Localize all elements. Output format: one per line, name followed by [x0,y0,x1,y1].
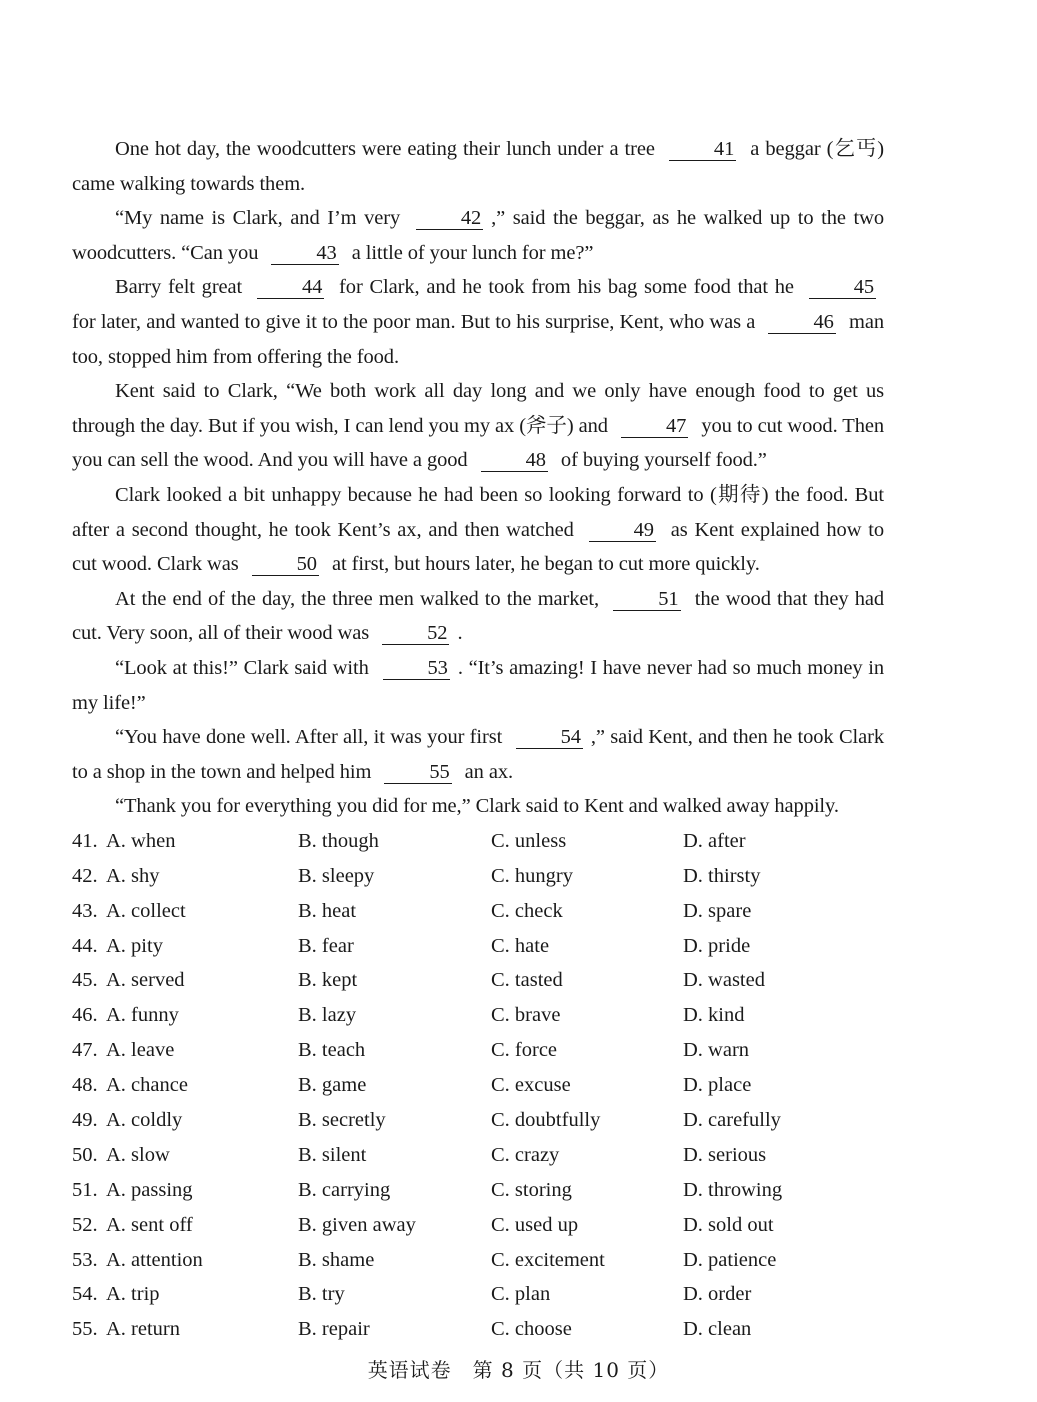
option-b: B. lazy [298,1004,357,1027]
question-options-row [72,929,884,964]
question-options-row [72,1277,884,1312]
answer-blank: 53 [383,657,450,680]
passage-text: . “It’s amazing! I have never had so much money in my life!” [72,656,884,714]
passage-text: One hot day, the woodcutters were eating their lunch under a tree [115,138,661,160]
passage-text: “You have done well. After all, it was your first [115,726,508,749]
answer-blank: 42 [416,207,483,230]
question-number: 54. [72,1283,98,1306]
question-number: 47. [72,1039,98,1062]
question-number: 41. [72,829,98,852]
question-options-row [72,1103,884,1138]
question-number: 45. [72,969,98,992]
passage-text: ,” said Kent, and then he took Clark to a shop in the town and helped him [72,726,884,783]
question-options-row [72,1243,884,1278]
option-a: A. coldly [106,1109,183,1131]
passage-text: “Thank you for everything you did for me,” Clark said to Kent and walked away happily. [115,795,839,818]
option-d: D. warn [683,1039,750,1062]
passage-text: an ax. [459,760,514,783]
option-a: A. sent off [106,1213,193,1236]
question-number: 46. [72,1004,98,1027]
answer-blank: 48 [481,449,548,472]
passage-text: ,” said the beggar, as he walked up to the two woodcutters. “Can you [72,207,884,264]
option-a: A. slow [106,1143,170,1166]
passage-paragraph [72,789,884,824]
answer-blank: 52 [382,622,449,645]
question-number: 51. [72,1178,98,1201]
option-d: D. pride [683,934,751,957]
option-b: B. kept [298,969,358,992]
question-options-row [72,1068,884,1103]
question-number: 42. [72,864,98,887]
passage-text: At the end of the day, the three men walked to the market, [115,587,606,610]
answer-blank: 49 [589,519,656,542]
option-c: C. storing [491,1178,572,1201]
passage-paragraph [72,651,884,720]
option-a: A. collect [106,899,186,922]
option-d: D. spare [683,899,752,922]
passage-text: of buying yourself food.” [555,449,767,472]
option-c: C. unless [491,829,567,852]
option-c: C. hungry [491,864,573,887]
answer-blank: 41 [669,138,736,161]
question-number: 43. [72,899,98,922]
option-b: B. silent [298,1143,367,1166]
option-b: B. carrying [298,1178,391,1201]
option-b: B. teach [298,1039,366,1062]
question-number: 44. [72,934,98,957]
option-c: C. used up [491,1213,579,1236]
passage-text: for Clark, and he took from his bag some food that he [332,276,801,299]
option-a: A. chance [106,1074,188,1097]
passage-text: as Kent explained how to cut wood. Clark was [72,518,884,576]
question-number: 49. [72,1109,98,1131]
answer-options [72,824,884,1347]
question-number: 48. [72,1074,98,1097]
question-number: 52. [72,1213,98,1236]
answer-blank: 54 [516,726,583,749]
option-a: A. return [106,1318,181,1341]
option-d: D. carefully [683,1109,781,1131]
option-d: D. patience [683,1248,777,1271]
option-a: A. attention [106,1248,203,1271]
question-number: 50. [72,1143,98,1166]
option-c: C. excitement [491,1248,605,1271]
passage-text: “My name is Clark, and I’m very [115,207,408,230]
option-c: C. doubtfully [491,1109,601,1131]
option-c: C. brave [491,1004,561,1027]
passage-paragraph [72,720,884,789]
question-options-row [72,998,884,1033]
option-b: B. sleepy [298,864,375,887]
passage-text: a beggar (乞丐) came walking towards them. [72,138,884,195]
passage-text: man too, stopped him from offering the food. [72,310,884,368]
question-options-row [72,1208,884,1243]
passage-text: Kent said to Clark, “We both work all day long and we only have enough food to get us through the day. But if you wish, I can lend you my ax (斧子) and [72,380,884,437]
passage-paragraph [72,478,884,582]
option-c: C. plan [491,1283,551,1306]
option-a: A. served [106,969,185,992]
question-options-row [72,963,884,998]
option-b: B. shame [298,1248,375,1271]
answer-blank: 55 [384,761,451,784]
option-b: B. given away [298,1213,416,1236]
cloze-passage [72,132,884,824]
option-a: A. leave [106,1039,175,1062]
option-d: D. place [683,1074,752,1097]
passage-paragraph [72,132,884,201]
passage-paragraph [72,582,884,651]
option-b: B. repair [298,1318,370,1341]
answer-blank: 46 [768,311,835,334]
option-d: D. after [683,829,746,852]
option-b: B. secretly [298,1109,386,1131]
question-options-row [72,1173,884,1208]
answer-blank: 43 [271,242,338,265]
exam-page [72,132,884,1347]
passage-paragraph [72,270,884,374]
page-footer: 英语试卷 第 8 页（共 10 页） [367,1358,670,1382]
passage-text: a little of your lunch for me?” [346,241,594,264]
option-c: C. check [491,899,563,922]
option-a: A. trip [106,1283,160,1306]
passage-paragraph [72,201,884,270]
answer-blank: 44 [257,276,324,299]
passage-text: you to cut wood. Then you can sell the wood. And you will have a good [72,414,884,472]
option-a: A. passing [106,1178,193,1201]
option-b: B. game [298,1074,367,1097]
option-a: A. funny [106,1004,179,1027]
option-a: A. shy [106,864,160,887]
option-b: B. try [298,1283,345,1306]
answer-blank: 45 [809,276,876,299]
answer-blank: 50 [252,553,319,576]
question-options-row [72,1138,884,1173]
option-d: D. throwing [683,1178,783,1201]
option-d: D. thirsty [683,864,761,887]
passage-text: Barry felt great [115,276,249,299]
option-b: B. though [298,829,379,852]
passage-text: the wood that they had cut. Very soon, all of their wood was [72,587,884,645]
option-c: C. excuse [491,1074,571,1097]
question-options-row [72,1033,884,1068]
option-c: C. choose [491,1318,572,1341]
passage-text: Clark looked a bit unhappy because he had been so looking forward to (期待) the food. But after a second thought, he took Kent’s ax, and then watched [72,483,884,541]
option-c: C. hate [491,934,550,957]
option-c: C. force [491,1039,558,1062]
question-options-row [72,859,884,894]
passage-text: for later, and wanted to give it to the poor man. But to his surprise, Kent, who was a [72,310,761,333]
option-d: D. kind [683,1004,745,1027]
option-a: A. when [106,829,176,852]
answer-blank: 47 [621,415,688,438]
option-d: D. serious [683,1143,767,1166]
option-b: B. fear [298,934,354,957]
question-number: 53. [72,1248,98,1271]
option-d: D. clean [683,1318,752,1341]
option-c: C. crazy [491,1143,560,1166]
question-number: 55. [72,1318,98,1341]
passage-text: at first, but hours later, he began to cut more quickly. [326,553,760,576]
option-d: D. wasted [683,969,765,992]
option-b: B. heat [298,899,357,922]
passage-paragraph [72,374,884,478]
option-d: D. order [683,1283,752,1306]
option-d: D. sold out [683,1213,774,1236]
option-c: C. tasted [491,969,563,992]
passage-text: . [457,622,463,645]
option-a: A. pity [106,934,163,957]
answer-blank: 51 [613,588,680,611]
question-options-row [72,1312,884,1347]
passage-text: “Look at this!” Clark said with [115,656,375,679]
question-options-row [72,824,884,859]
question-options-row [72,894,884,929]
